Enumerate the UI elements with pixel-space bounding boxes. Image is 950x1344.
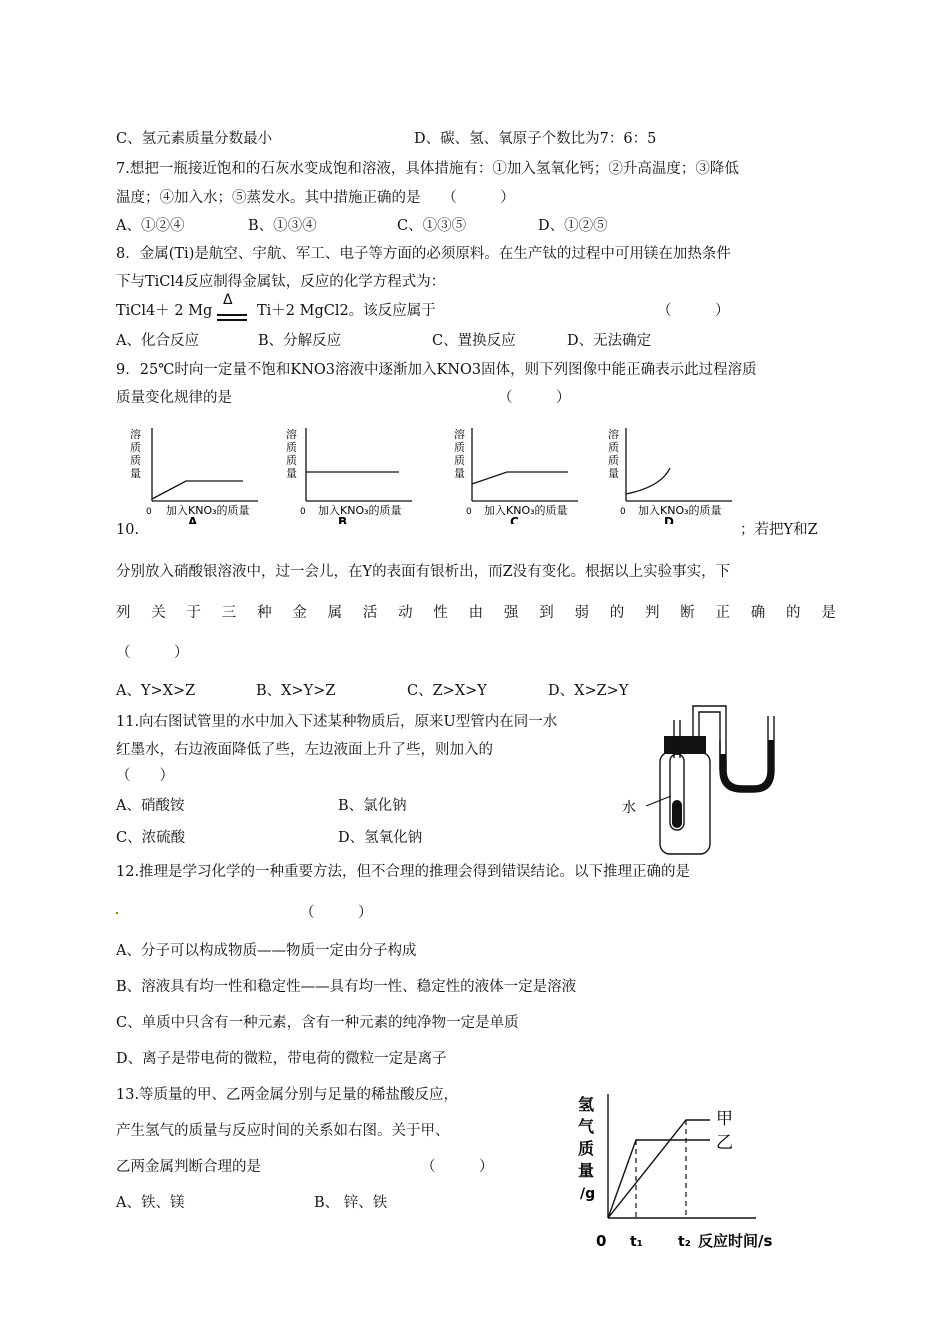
origin-label: 0 — [146, 507, 152, 517]
svg-text:溶: 溶 — [286, 428, 297, 441]
x-label: 加入KNO₃的质量 — [318, 504, 402, 517]
heat-delta: Δ — [223, 292, 233, 308]
q8-option-b: B、分解反应 — [258, 333, 342, 349]
t1-label: t₁ — [630, 1234, 643, 1250]
q7-stem-line2: 温度；④加入水；⑤蒸发水。其中措施正确的是 （ ） — [116, 190, 515, 206]
q10-option-a: A、Y>X>Z — [116, 683, 196, 699]
water-pointer — [646, 796, 671, 806]
equals-bar-bottom — [217, 319, 247, 321]
q7-option-c: C、①③⑤ — [397, 218, 467, 234]
q10-stem-line2: 分别放入硝酸银溶液中，过一会儿，在Y的表面有银析出，而Z没有变化。根据以上实验事实，下 — [116, 564, 731, 580]
svg-text:量: 量 — [286, 467, 297, 480]
q8-stem-line2: 下与TiCl4反应制得金属钛，反应的化学方程式为： — [116, 274, 446, 290]
q10-number: 10. — [116, 522, 140, 538]
q11-option-d: D、氢氧化钠 — [338, 830, 423, 846]
svg-text:质: 质 — [286, 454, 297, 467]
stray-mark — [116, 912, 118, 914]
y-label-a — [130, 427, 141, 480]
q13-stem-line3: 乙两金属判断合理的是 — [116, 1159, 261, 1175]
q13-answer-bracket: （ ） — [421, 1159, 494, 1175]
svg-text:气: 气 — [578, 1117, 595, 1136]
t2-label: t₂ — [678, 1234, 691, 1250]
q8-stem-line1: 8．金属(Ti)是航空、宇航、军工、电子等方面的必须原料。在生产钛的过程中可用镁在加热条件 — [116, 246, 731, 262]
series-jia-label: 甲 — [716, 1109, 733, 1129]
q12-option-c: C、单质中只含有一种元素，含有一种元素的纯净物一定是单质 — [116, 1015, 519, 1031]
q10-answer-bracket: （ ） — [116, 645, 189, 661]
q10-option-c: C、Z>X>Y — [407, 683, 487, 699]
svg-text:量: 量 — [130, 467, 141, 480]
q13-stem-line2: 产生氢气的质量与反应时间的关系如右图。关于甲、 — [116, 1123, 450, 1139]
x-label: 加入KNO₃的质量 — [166, 504, 250, 517]
q13-option-b: B、 锌、铁 — [314, 1195, 388, 1211]
svg-text:溶: 溶 — [454, 428, 465, 441]
x-axis-label: 反应时间/s — [698, 1232, 773, 1250]
q7-option-a: A、①②④ — [116, 218, 185, 234]
svg-text:氢: 氢 — [578, 1095, 595, 1114]
q9-graph-d — [606, 422, 766, 524]
q9-stem-line2: 质量变化规律的是 — [116, 390, 232, 406]
stopper — [664, 736, 706, 754]
graph-letter-b: B — [338, 515, 348, 524]
q7-stem-line1: 7.想把一瓶接近饱和的石灰水变成饱和溶液，具体措施有：①加入氢氧化钙；②升高温度；③降低 — [116, 161, 739, 177]
q11-option-c: C、浓硫酸 — [116, 830, 186, 846]
y-label-c — [454, 427, 465, 480]
q10-option-d: D、X>Z>Y — [548, 683, 629, 699]
y-label-d — [608, 427, 619, 480]
q10-option-b: B、X>Y>Z — [256, 683, 336, 699]
q11-stem-line1: 11.向右图试管里的水中加入下述某种物质后，原来U型管内在同一水 — [116, 714, 558, 730]
bottle — [660, 752, 710, 854]
origin-label: 0 — [596, 1232, 607, 1250]
svg-text:溶: 溶 — [608, 428, 619, 441]
q8-equation-right: Ti＋2 MgCl2。该反应属于 — [257, 303, 436, 319]
q9-answer-bracket: （ ） — [498, 390, 571, 406]
q10-stem-line3: 列 关 于 三 种 金 属 活 动 性 由 强 到 弱 的 判 断 正 确 的 是 — [116, 605, 836, 621]
q13-stem-line1: 13.等质量的甲、乙两金属分别与足量的稀盐酸反应， — [116, 1087, 459, 1103]
q13-hydrogen-graph — [574, 1090, 794, 1252]
graph-letter-c: C — [510, 515, 519, 524]
svg-text:溶: 溶 — [130, 428, 141, 441]
q8-answer-bracket: （ ） — [657, 303, 730, 319]
water-label: 水 — [622, 800, 636, 816]
svg-text:质: 质 — [608, 441, 619, 454]
q11-option-a: A、硝酸铵 — [116, 798, 185, 814]
q12-option-a: A、分子可以构成物质——物质一定由分子构成 — [116, 943, 417, 959]
curve-c — [472, 472, 568, 484]
q8-option-d: D、无法确定 — [567, 333, 652, 349]
origin-label: 0 — [466, 507, 472, 517]
series-jia-line — [608, 1120, 710, 1218]
q12-option-d: D、离子是带电荷的微粒，带电荷的微粒一定是离子 — [116, 1051, 447, 1067]
q9-stem-line1: 9．25℃时向一定量不饱和KNO3溶液中逐渐加入KNO3固体，则下列图像中能正确表示此过程溶质 — [116, 362, 757, 378]
q7-option-d: D、①②⑤ — [538, 218, 608, 234]
series-yi-label: 乙 — [716, 1133, 733, 1153]
graph-letter-d: D — [664, 515, 674, 524]
red-ink — [720, 740, 774, 792]
svg-text:量: 量 — [454, 467, 465, 480]
q8-option-c: C、置换反应 — [432, 333, 516, 349]
q13-option-a: A、铁、镁 — [116, 1195, 185, 1211]
tube-liquid — [672, 800, 682, 828]
q8-option-a: A、化合反应 — [116, 333, 199, 349]
q11-stem-line2: 红墨水，右边液面降低了些，左边液面上升了些，则加入的 — [116, 742, 493, 758]
q12-option-b: B、溶液具有均一性和稳定性——具有均一性、稳定性的液体一定是溶液 — [116, 979, 577, 995]
q10-stem-line1-end: ；若把Y和Z — [740, 522, 818, 538]
q11-answer-bracket: （ ） — [116, 768, 174, 784]
svg-text:质: 质 — [608, 454, 619, 467]
graph-letter-a: A — [188, 515, 198, 524]
q12-stem-line1: 12.推理是学习化学的一种重要方法，但不合理的推理会得到错误结论。以下推理正确的是 — [116, 864, 691, 880]
q9-graph-a — [128, 422, 288, 524]
svg-text:质: 质 — [578, 1139, 595, 1158]
svg-text:质: 质 — [130, 441, 141, 454]
q11-option-b: B、氯化钠 — [338, 798, 407, 814]
x-label: 加入KNO₃的质量 — [484, 504, 568, 517]
u-tube-apparatus-figure — [618, 700, 798, 860]
q6-option-d: D、碳、氢、氧原子个数比为7：6：5 — [414, 131, 657, 147]
x-label: 加入KNO₃的质量 — [638, 504, 722, 517]
svg-text:量: 量 — [608, 467, 619, 480]
svg-text:质: 质 — [454, 441, 465, 454]
svg-text:/g: /g — [580, 1186, 596, 1202]
y-axis-label — [578, 1095, 595, 1202]
svg-text:量: 量 — [578, 1161, 595, 1180]
q9-graph-b — [284, 422, 444, 524]
equals-bar-top — [217, 314, 247, 316]
curve-a — [152, 481, 243, 499]
svg-text:质: 质 — [130, 454, 141, 467]
q6-option-c: C、氢元素质量分数最小 — [116, 131, 273, 147]
curve-d — [626, 468, 670, 494]
svg-text:质: 质 — [286, 441, 297, 454]
q12-answer-bracket: （ ） — [300, 905, 373, 921]
y-label-b — [286, 427, 297, 480]
q8-equation-left: TiCl4＋ 2 Mg — [116, 303, 213, 319]
heat-condition-symbol — [215, 294, 251, 324]
series-yi-line — [608, 1140, 710, 1218]
origin-label: 0 — [300, 507, 306, 517]
q7-option-b: B、①③④ — [248, 218, 317, 234]
origin-label: 0 — [620, 507, 626, 517]
svg-text:质: 质 — [454, 454, 465, 467]
q9-graph-c — [452, 422, 612, 524]
